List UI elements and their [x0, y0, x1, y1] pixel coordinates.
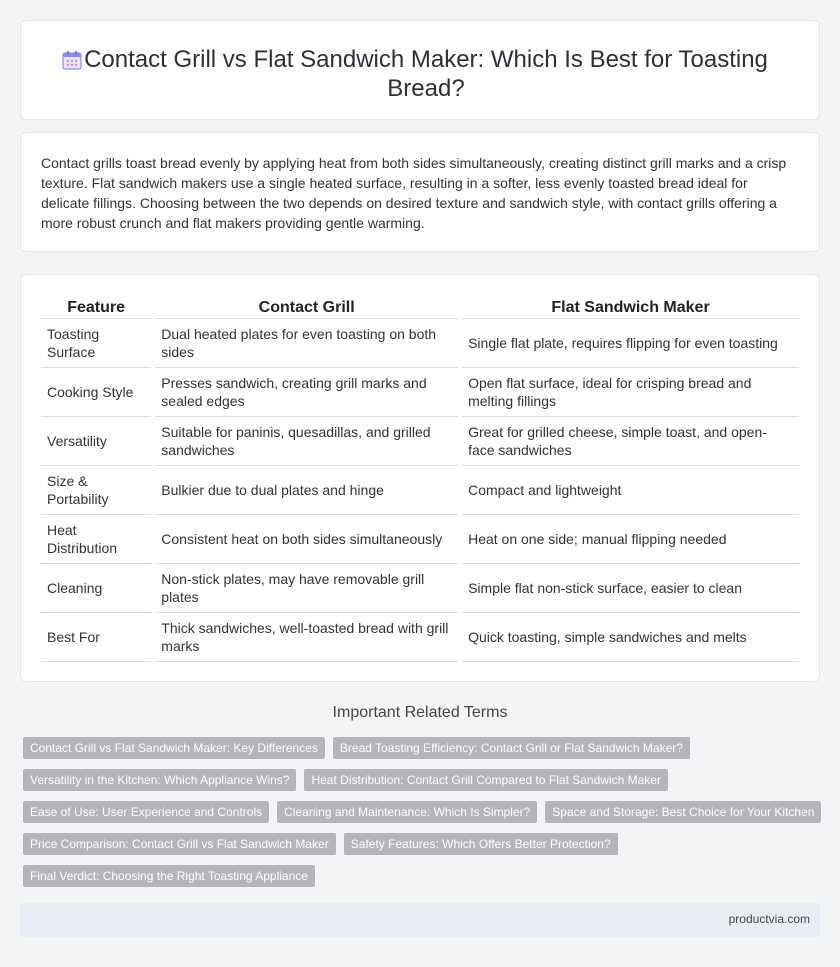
related-term-link[interactable]: Cleaning and Maintenance: Which Is Simpler?	[277, 801, 537, 823]
related-term-link[interactable]: Bread Toasting Efficiency: Contact Grill or Flat Sandwich Maker?	[333, 737, 690, 759]
related-terms-list	[23, 737, 823, 887]
flat-maker-cell: Great for grilled cheese, simple toast, and open-face sandwiches	[462, 417, 799, 466]
feature-cell: Size & Portability	[41, 466, 151, 515]
comparison-card	[20, 274, 820, 682]
related-term-link[interactable]: Ease of Use: User Experience and Controls	[23, 801, 269, 823]
contact-grill-cell: Bulkier due to dual plates and hinge	[155, 466, 458, 515]
contact-grill-cell: Non-stick plates, may have removable grill plates	[155, 564, 458, 613]
related-term-link[interactable]: Safety Features: Which Offers Better Protection?	[344, 833, 618, 855]
page-title: Contact Grill vs Flat Sandwich Maker: Which Is Best for Toasting Bread?	[84, 46, 768, 102]
contact-grill-cell: Presses sandwich, creating grill marks and sealed edges	[155, 368, 458, 417]
table-row	[41, 613, 799, 662]
header-contact-grill: Contact Grill	[155, 297, 458, 319]
related-term-link[interactable]: Price Comparison: Contact Grill vs Flat Sandwich Maker	[23, 833, 336, 855]
table-header-row	[41, 297, 799, 319]
header-flat-sandwich-maker: Flat Sandwich Maker	[462, 297, 799, 319]
feature-cell: Heat Distribution	[41, 515, 151, 564]
intro-paragraph: Contact grills toast bread evenly by applying heat from both sides simultaneously, creating distinct grill marks and a crisp texture. Flat sandwich makers use a single heated surface, resulting in a softer, less evenly toasted bread ideal for delicate fillings. Choosing between the two depends on desired texture and sandwich style, with contact grills offering a more robust crunch and flat makers providing gentle warming.	[41, 155, 787, 231]
contact-grill-cell: Dual heated plates for even toasting on both sides	[155, 319, 458, 368]
footer	[20, 903, 820, 937]
related-terms-heading: Important Related Terms	[332, 704, 508, 721]
feature-cell: Versatility	[41, 417, 151, 466]
contact-grill-cell: Suitable for paninis, quesadillas, and grilled sandwiches	[155, 417, 458, 466]
table-row	[41, 466, 799, 515]
title-card	[20, 20, 820, 120]
related-term-link[interactable]: Contact Grill vs Flat Sandwich Maker: Key Differences	[23, 737, 325, 759]
comparison-table	[41, 297, 799, 662]
feature-cell: Toasting Surface	[41, 319, 151, 368]
flat-maker-cell: Single flat plate, requires flipping for even toasting	[462, 319, 799, 368]
flat-maker-cell: Heat on one side; manual flipping needed	[462, 515, 799, 564]
table-row	[41, 564, 799, 613]
contact-grill-cell: Thick sandwiches, well-toasted bread with grill marks	[155, 613, 458, 662]
related-term-link[interactable]: Versatility in the Kitchen: Which Appliance Wins?	[23, 769, 296, 791]
table-row	[41, 515, 799, 564]
related-term-link[interactable]: Final Verdict: Choosing the Right Toasting Appliance	[23, 865, 315, 887]
feature-cell: Cooking Style	[41, 368, 151, 417]
flat-maker-cell: Open flat surface, ideal for crisping bread and melting fillings	[462, 368, 799, 417]
feature-cell: Cleaning	[41, 564, 151, 613]
table-row	[41, 319, 799, 368]
table-row	[41, 417, 799, 466]
table-row	[41, 368, 799, 417]
flat-maker-cell: Quick toasting, simple sandwiches and melts	[462, 613, 799, 662]
feature-cell: Best For	[41, 613, 151, 662]
calendar-icon	[61, 49, 83, 71]
flat-maker-cell: Simple flat non-stick surface, easier to clean	[462, 564, 799, 613]
header-feature: Feature	[41, 297, 151, 319]
related-term-link[interactable]: Space and Storage: Best Choice for Your Kitchen	[545, 801, 821, 823]
intro-card	[20, 132, 820, 252]
flat-maker-cell: Compact and lightweight	[462, 466, 799, 515]
related-term-link[interactable]: Heat Distribution: Contact Grill Compared to Flat Sandwich Maker	[304, 769, 667, 791]
contact-grill-cell: Consistent heat on both sides simultaneously	[155, 515, 458, 564]
footer-site-link[interactable]: productvia.com	[728, 912, 810, 926]
